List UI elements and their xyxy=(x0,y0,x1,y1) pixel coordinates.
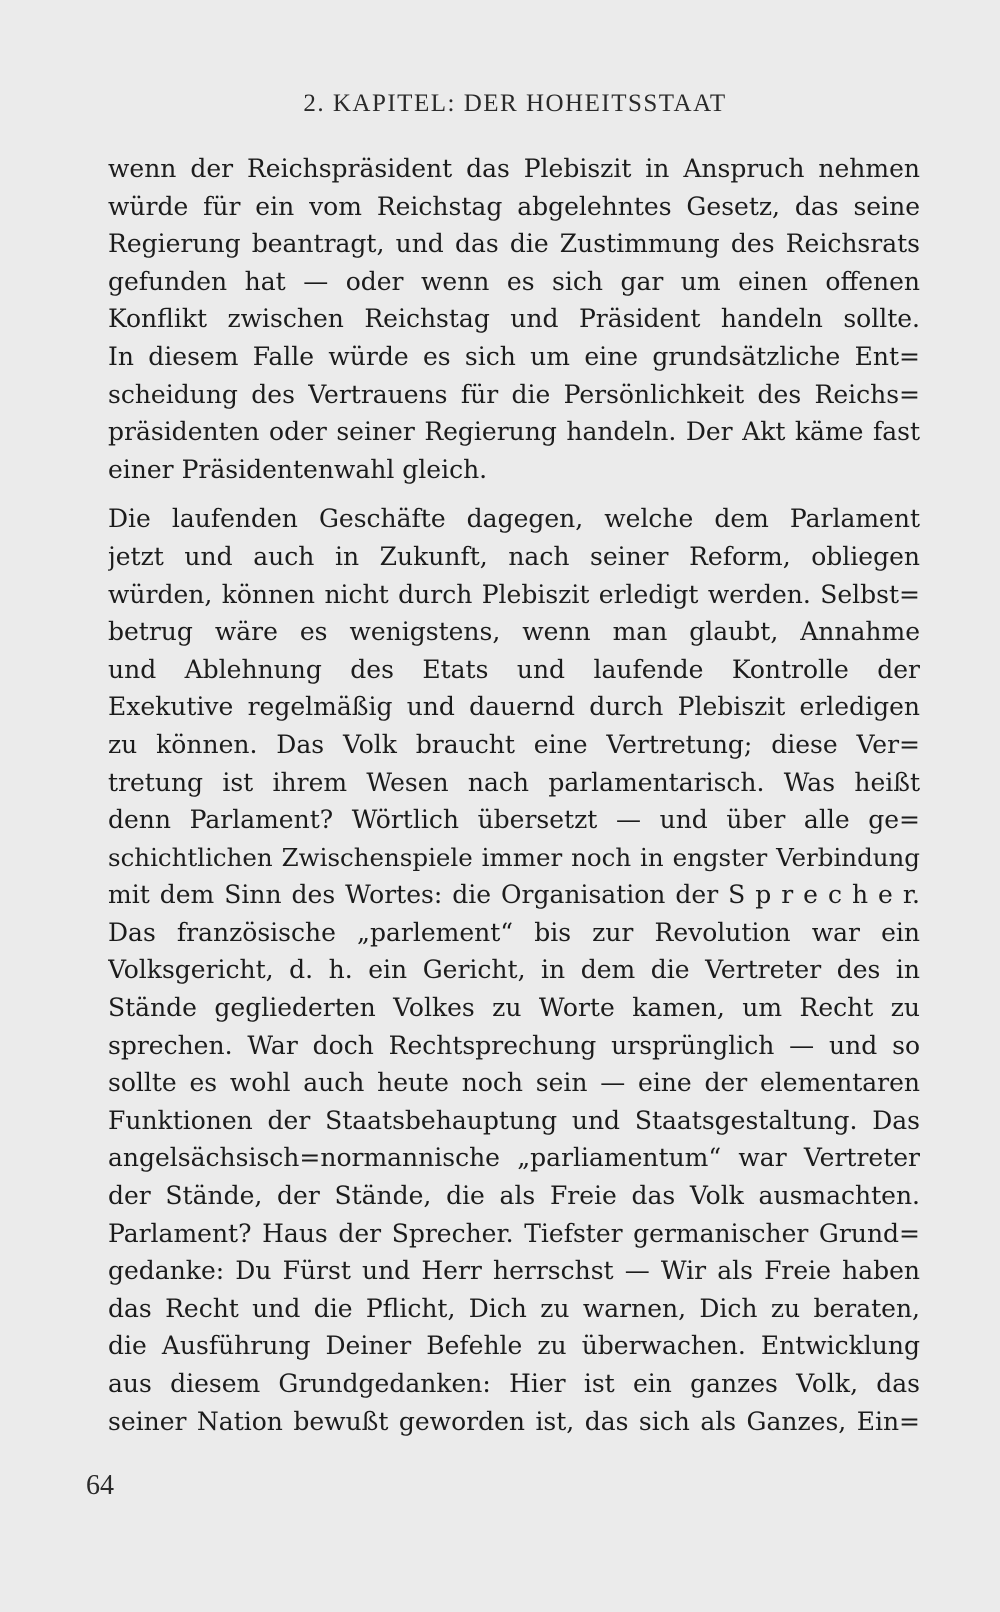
text-line: wenn der Reichspräsident das Plebiszit in Anspruch nehmen xyxy=(108,154,920,183)
text-line: und Ablehnung des Etats und laufende Kontrolle der xyxy=(108,654,920,684)
text-line: angelsächsisch=normannische „parliamentum“ war Vertreter xyxy=(108,1143,920,1173)
text-line: Regierung beantragt, und das die Zustimmung des Reichsrats xyxy=(108,229,920,259)
text-line: betrug wäre es wenigstens, wenn man glaubt, Annahme xyxy=(108,617,920,647)
text-line: Funktionen der Staatsbehauptung und Staatsgestaltung. Das xyxy=(108,1105,920,1135)
text-line: jetzt und auch in Zukunft, nach seiner Reform, obliegen xyxy=(108,541,920,571)
text-line: seiner Nation bewußt geworden ist, das sich als Ganzes, Ein= xyxy=(108,1406,920,1436)
text-line: denn Parlament? Wörtlich übersetzt — und über alle ge= xyxy=(108,805,920,835)
text-line: Das französische „parlement“ bis zur Revolution war ein xyxy=(108,917,920,947)
text-line: die Ausführung Deiner Befehle zu überwachen. Entwicklung xyxy=(108,1331,920,1361)
text-line: präsidenten oder seiner Regierung handeln. Der Akt käme fast xyxy=(108,417,920,447)
text-line: schichtlichen Zwischenspiele immer noch in engster Verbindung xyxy=(108,842,920,872)
text-line: würde für ein vom Reichstag abgelehntes Gesetz, das seine xyxy=(108,191,920,221)
text-line: sollte es wohl auch heute noch sein — eine der elementaren xyxy=(108,1068,920,1098)
text-line: zu können. Das Volk braucht eine Vertretung; diese Ver= xyxy=(108,729,920,759)
text-line: In diesem Falle würde es sich um eine grundsätzliche Ent= xyxy=(108,341,920,371)
paragraph-2 xyxy=(108,500,920,1440)
paragraph-1 xyxy=(108,150,920,488)
text-line: Stände gegliederten Volkes zu Worte kamen, um Recht zu xyxy=(108,993,920,1023)
text-line: Parlament? Haus der Sprecher. Tiefster germanischer Grund= xyxy=(108,1218,920,1248)
text-line: würden, können nicht durch Plebiszit erledigt werden. Selbst= xyxy=(108,579,920,609)
text-line: das Recht und die Pflicht, Dich zu warnen, Dich zu beraten, xyxy=(108,1293,920,1323)
text-line: tretung ist ihrem Wesen nach parlamentarisch. Was heißt xyxy=(108,767,920,797)
text-line: aus diesem Grundgedanken: Hier ist ein ganzes Volk, das xyxy=(108,1369,920,1398)
text-line: scheidung des Vertrauens für die Persönlichkeit des Reichs= xyxy=(108,379,920,409)
text-line: mit dem Sinn des Wortes: die Organisation der S p r e c h e r. xyxy=(108,880,920,910)
text-line: der Stände, der Stände, die als Freie das Volk ausmachten. xyxy=(108,1181,920,1211)
page-number: 64 xyxy=(86,1470,114,1501)
text-line: Konflikt zwischen Reichstag und Präsident handeln sollte. xyxy=(108,304,920,334)
text-line: sprechen. War doch Rechtsprechung ursprünglich — und so xyxy=(108,1030,920,1060)
body-text xyxy=(108,150,920,1440)
text-line: Die laufenden Geschäfte dagegen, welche dem Parlament xyxy=(108,504,920,534)
text-line: Volksgericht, d. h. ein Gericht, in dem die Vertreter des in xyxy=(108,955,920,985)
text-line: einer Präsidentenwahl gleich. xyxy=(108,454,488,484)
text-line: Exekutive regelmäßig und dauernd durch Plebiszit erledigen xyxy=(108,692,920,722)
text-line: gedanke: Du Fürst und Herr herrschst — Wir als Freie haben xyxy=(108,1256,920,1286)
running-head: 2. KAPITEL: DER HOHEITSSTAAT xyxy=(303,90,727,117)
text-line: gefunden hat — oder wenn es sich gar um einen offenen xyxy=(108,266,920,296)
